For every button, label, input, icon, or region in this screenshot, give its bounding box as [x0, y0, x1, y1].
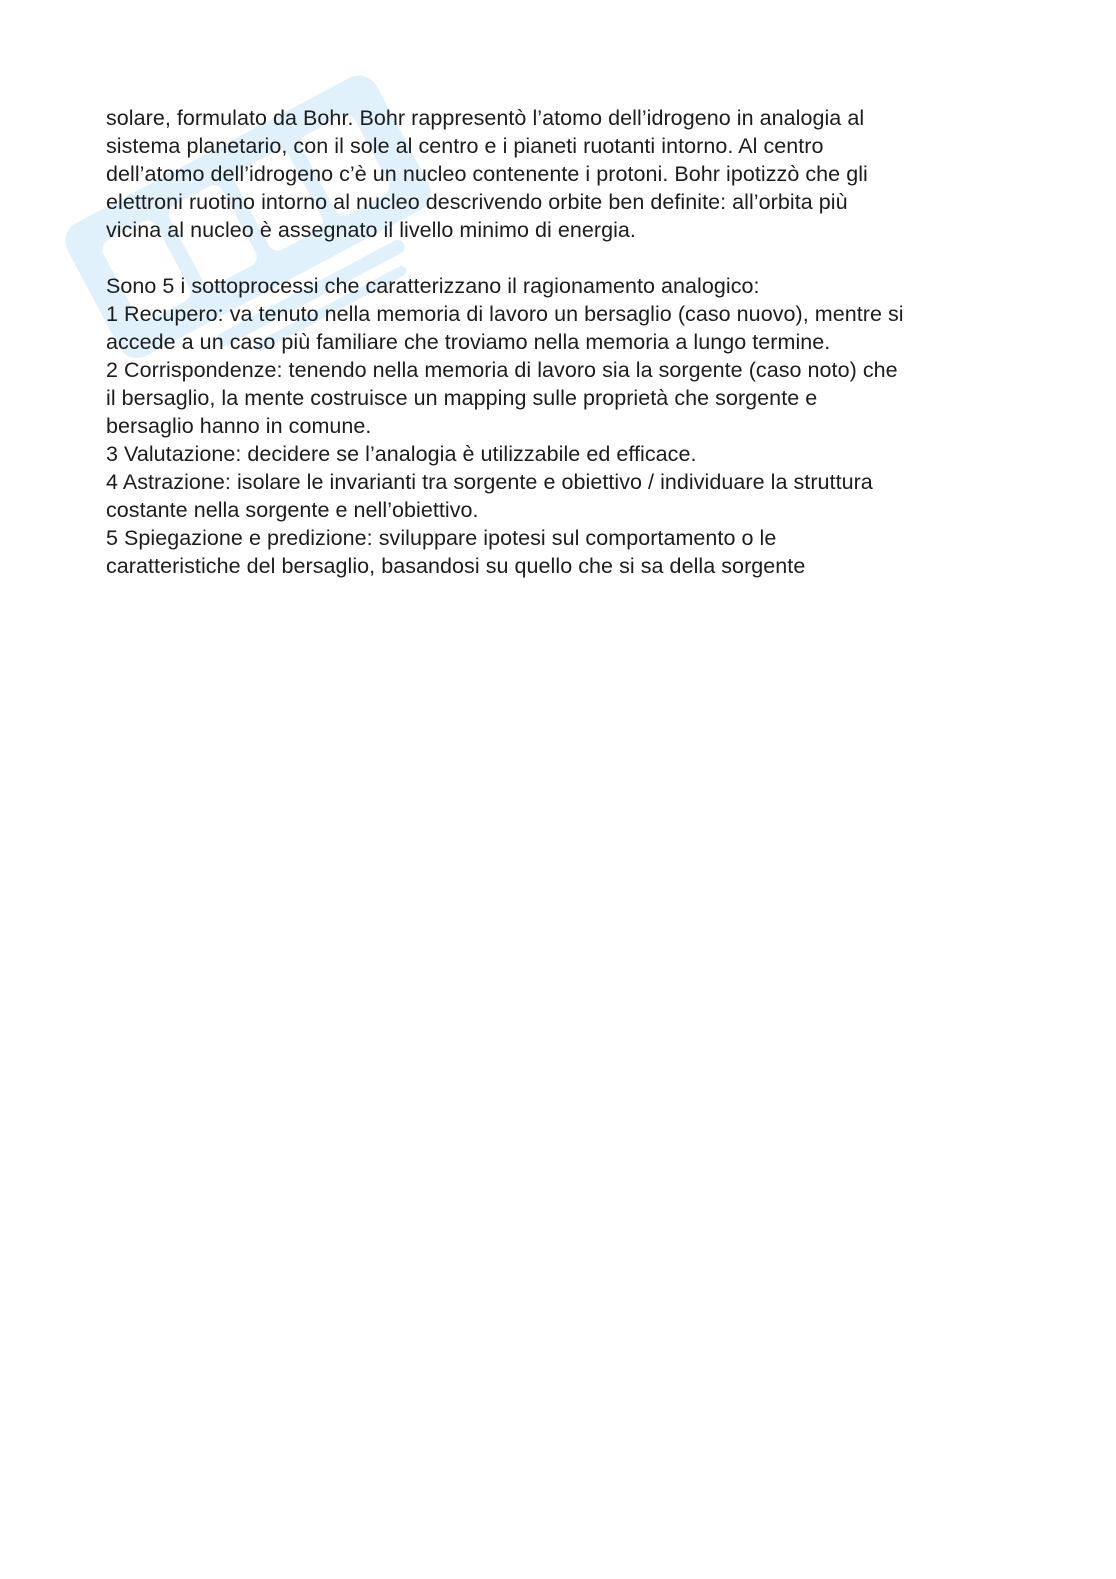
text-line: 5 Spiegazione e predizione: sviluppare ipotesi sul comportamento o le [106, 526, 777, 550]
text-line: solare, formulato da Bohr. Bohr rappresentò l’atomo dell’idrogeno in analogia al [106, 106, 865, 130]
paragraph-bohr-model [106, 104, 1026, 244]
text-line: 4 Astrazione: isolare le invarianti tra sorgente e obiettivo / individuare la struttura [106, 470, 873, 494]
paragraph-subprocesses [106, 272, 1026, 580]
text-line: costante nella sorgente e nell’obiettivo. [106, 498, 479, 522]
text-line: dell’atomo dell’idrogeno c’è un nucleo contenente i protoni. Bohr ipotizzò che gli [106, 162, 868, 186]
text-line: elettroni ruotino intorno al nucleo descrivendo orbite ben definite: all’orbita più [106, 190, 848, 214]
text-line: caratteristiche del bersaglio, basandosi su quello che si sa della sorgente [106, 554, 806, 578]
text-line: il bersaglio, la mente costruisce un mapping sulle proprietà che sorgente e [106, 386, 818, 410]
text-line: bersaglio hanno in comune. [106, 414, 372, 438]
text-line: 1 Recupero: va tenuto nella memoria di lavoro un bersaglio (caso nuovo), mentre si [106, 302, 904, 326]
text-line: accede a un caso più familiare che troviamo nella memoria a lungo termine. [106, 330, 831, 354]
paragraph-gap [106, 244, 1026, 272]
text-line: sistema planetario, con il sole al centro e i pianeti ruotanti intorno. Al centro [106, 134, 824, 158]
text-line: vicina al nucleo è assegnato il livello minimo di energia. [106, 218, 636, 242]
text-line: 3 Valutazione: decidere se l’analogia è utilizzabile ed efficace. [106, 442, 697, 466]
document-text [106, 104, 1026, 580]
text-line: 2 Corrispondenze: tenendo nella memoria di lavoro sia la sorgente (caso noto) che [106, 358, 898, 382]
text-line: Sono 5 i sottoprocessi che caratterizzano il ragionamento analogico: [106, 274, 760, 298]
